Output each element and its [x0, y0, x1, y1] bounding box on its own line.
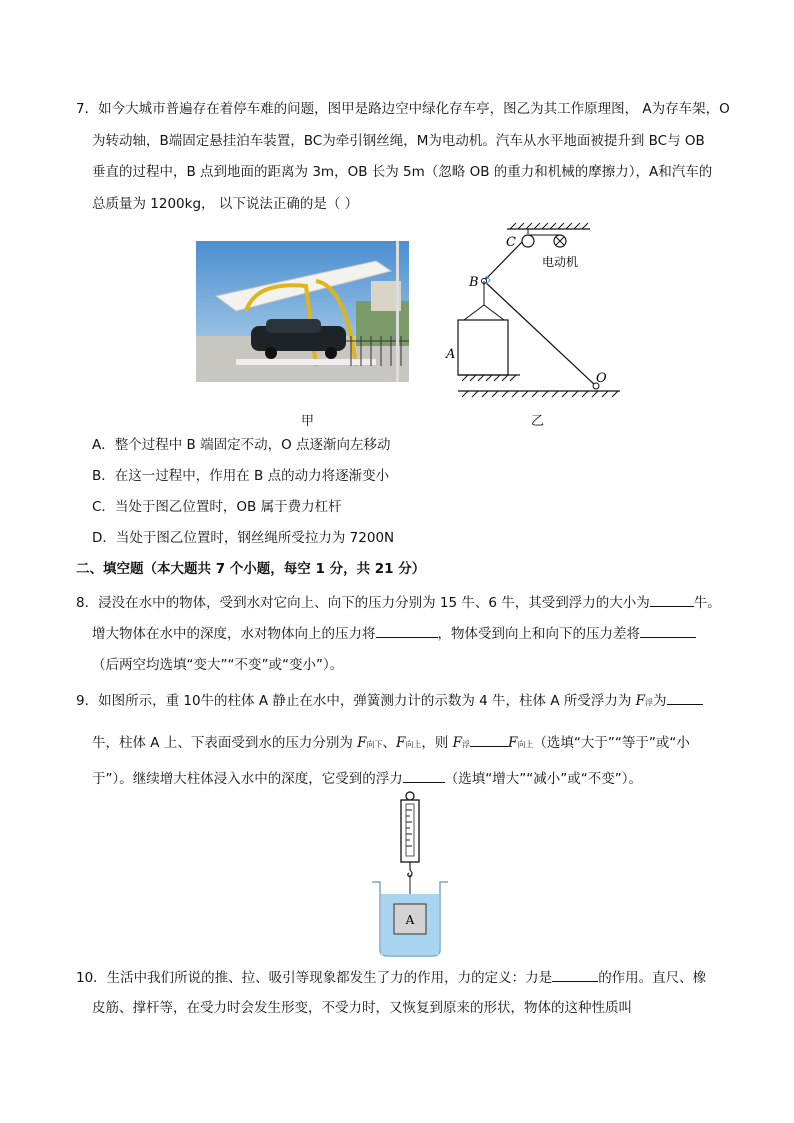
- spring-scale-beaker-figure: [370, 790, 450, 960]
- section-title-fill-blank: 二、填空题（本大题共 7 个小题，每空 1 分，共 21 分）: [76, 561, 426, 577]
- q7-line-3: 垂直的过程中，B 点到地面的距离为 3m，OB 长为 5m（忽略 OB 的重力和机械的摩擦力），A和汽车的: [92, 164, 713, 180]
- q10-line-2: 皮筋、撑杆等，在受力时会发生形变，不受力时，又恢复到原来的形状，物体的这种性质叫: [92, 1000, 632, 1016]
- q7-line-2: 为转动轴，B端固定悬挂泊车装置，BC为牵引钢丝绳，M为电动机。汽车从水平地面被提升到 BC与 OB: [92, 133, 705, 149]
- q7-line-4: 总质量为 1200kg， 以下说法正确的是（ ）: [92, 196, 359, 212]
- lever-diagram: [446, 220, 630, 400]
- block-a-label: A: [405, 913, 415, 927]
- caption-jia: 甲: [301, 414, 315, 429]
- q7-option-d: D．当处于图乙位置时，钢丝绳所受拉力为 7200N: [92, 530, 395, 546]
- q10-line-1: 10．生活中我们所说的推、拉、吸引等现象都发生了力的作用，力的定义：力是 的作用。直尺、橡: [76, 967, 706, 988]
- q7-option-b: B．在这一过程中，作用在 B 点的动力将逐渐变小: [92, 468, 390, 484]
- label-o: O: [596, 371, 607, 386]
- q8-line-2: 增大物体在水中的深度，水对物体向上的压力将 ，物体受到向上和向下的压力差将: [92, 623, 696, 644]
- label-a: A: [446, 347, 456, 362]
- q7-line-1: 7．如今大城市普遍存在着停车难的问题，图甲是路边空中绿化存车亭，图乙为其工作原理图， A为存车架，O: [76, 101, 730, 117]
- label-motor: 电动机: [542, 255, 579, 269]
- caption-yi: 乙: [531, 414, 545, 429]
- q7-option-a: A．整个过程中 B 端固定不动，O 点逐渐向左移动: [92, 437, 391, 453]
- label-c: C: [506, 235, 516, 250]
- q8-line-3: （后两空均选填“变大”“不变”或“变小”）。: [92, 657, 344, 673]
- q7-option-c: C．当处于图乙位置时，OB 属于费力杠杆: [92, 499, 342, 515]
- q9-line-1: 9．如图所示，重 10牛的柱体 A 静止在水中，弹簧测力计的示数为 4 牛，柱体 A 所受浮力为 F浮为: [76, 690, 703, 713]
- label-b: B: [469, 275, 479, 290]
- carport-photo: [196, 241, 409, 382]
- q8-line-1: 8．浸没在水中的物体，受到水对它向上、向下的压力分别为 15 牛、6 牛，其受到浮力的大小为 牛。: [76, 592, 721, 613]
- q9-line-3: 于”）。继续增大柱体浸入水中的深度，它受到的浮力 （选填“增大”“减小”或“不变”）。: [92, 768, 642, 789]
- q9-line-2: 牛，柱体 A 上、下表面受到水的压力分别为 F向下、F向上，则 F浮 F向上（选填“大于”“等于”或“小: [92, 732, 690, 755]
